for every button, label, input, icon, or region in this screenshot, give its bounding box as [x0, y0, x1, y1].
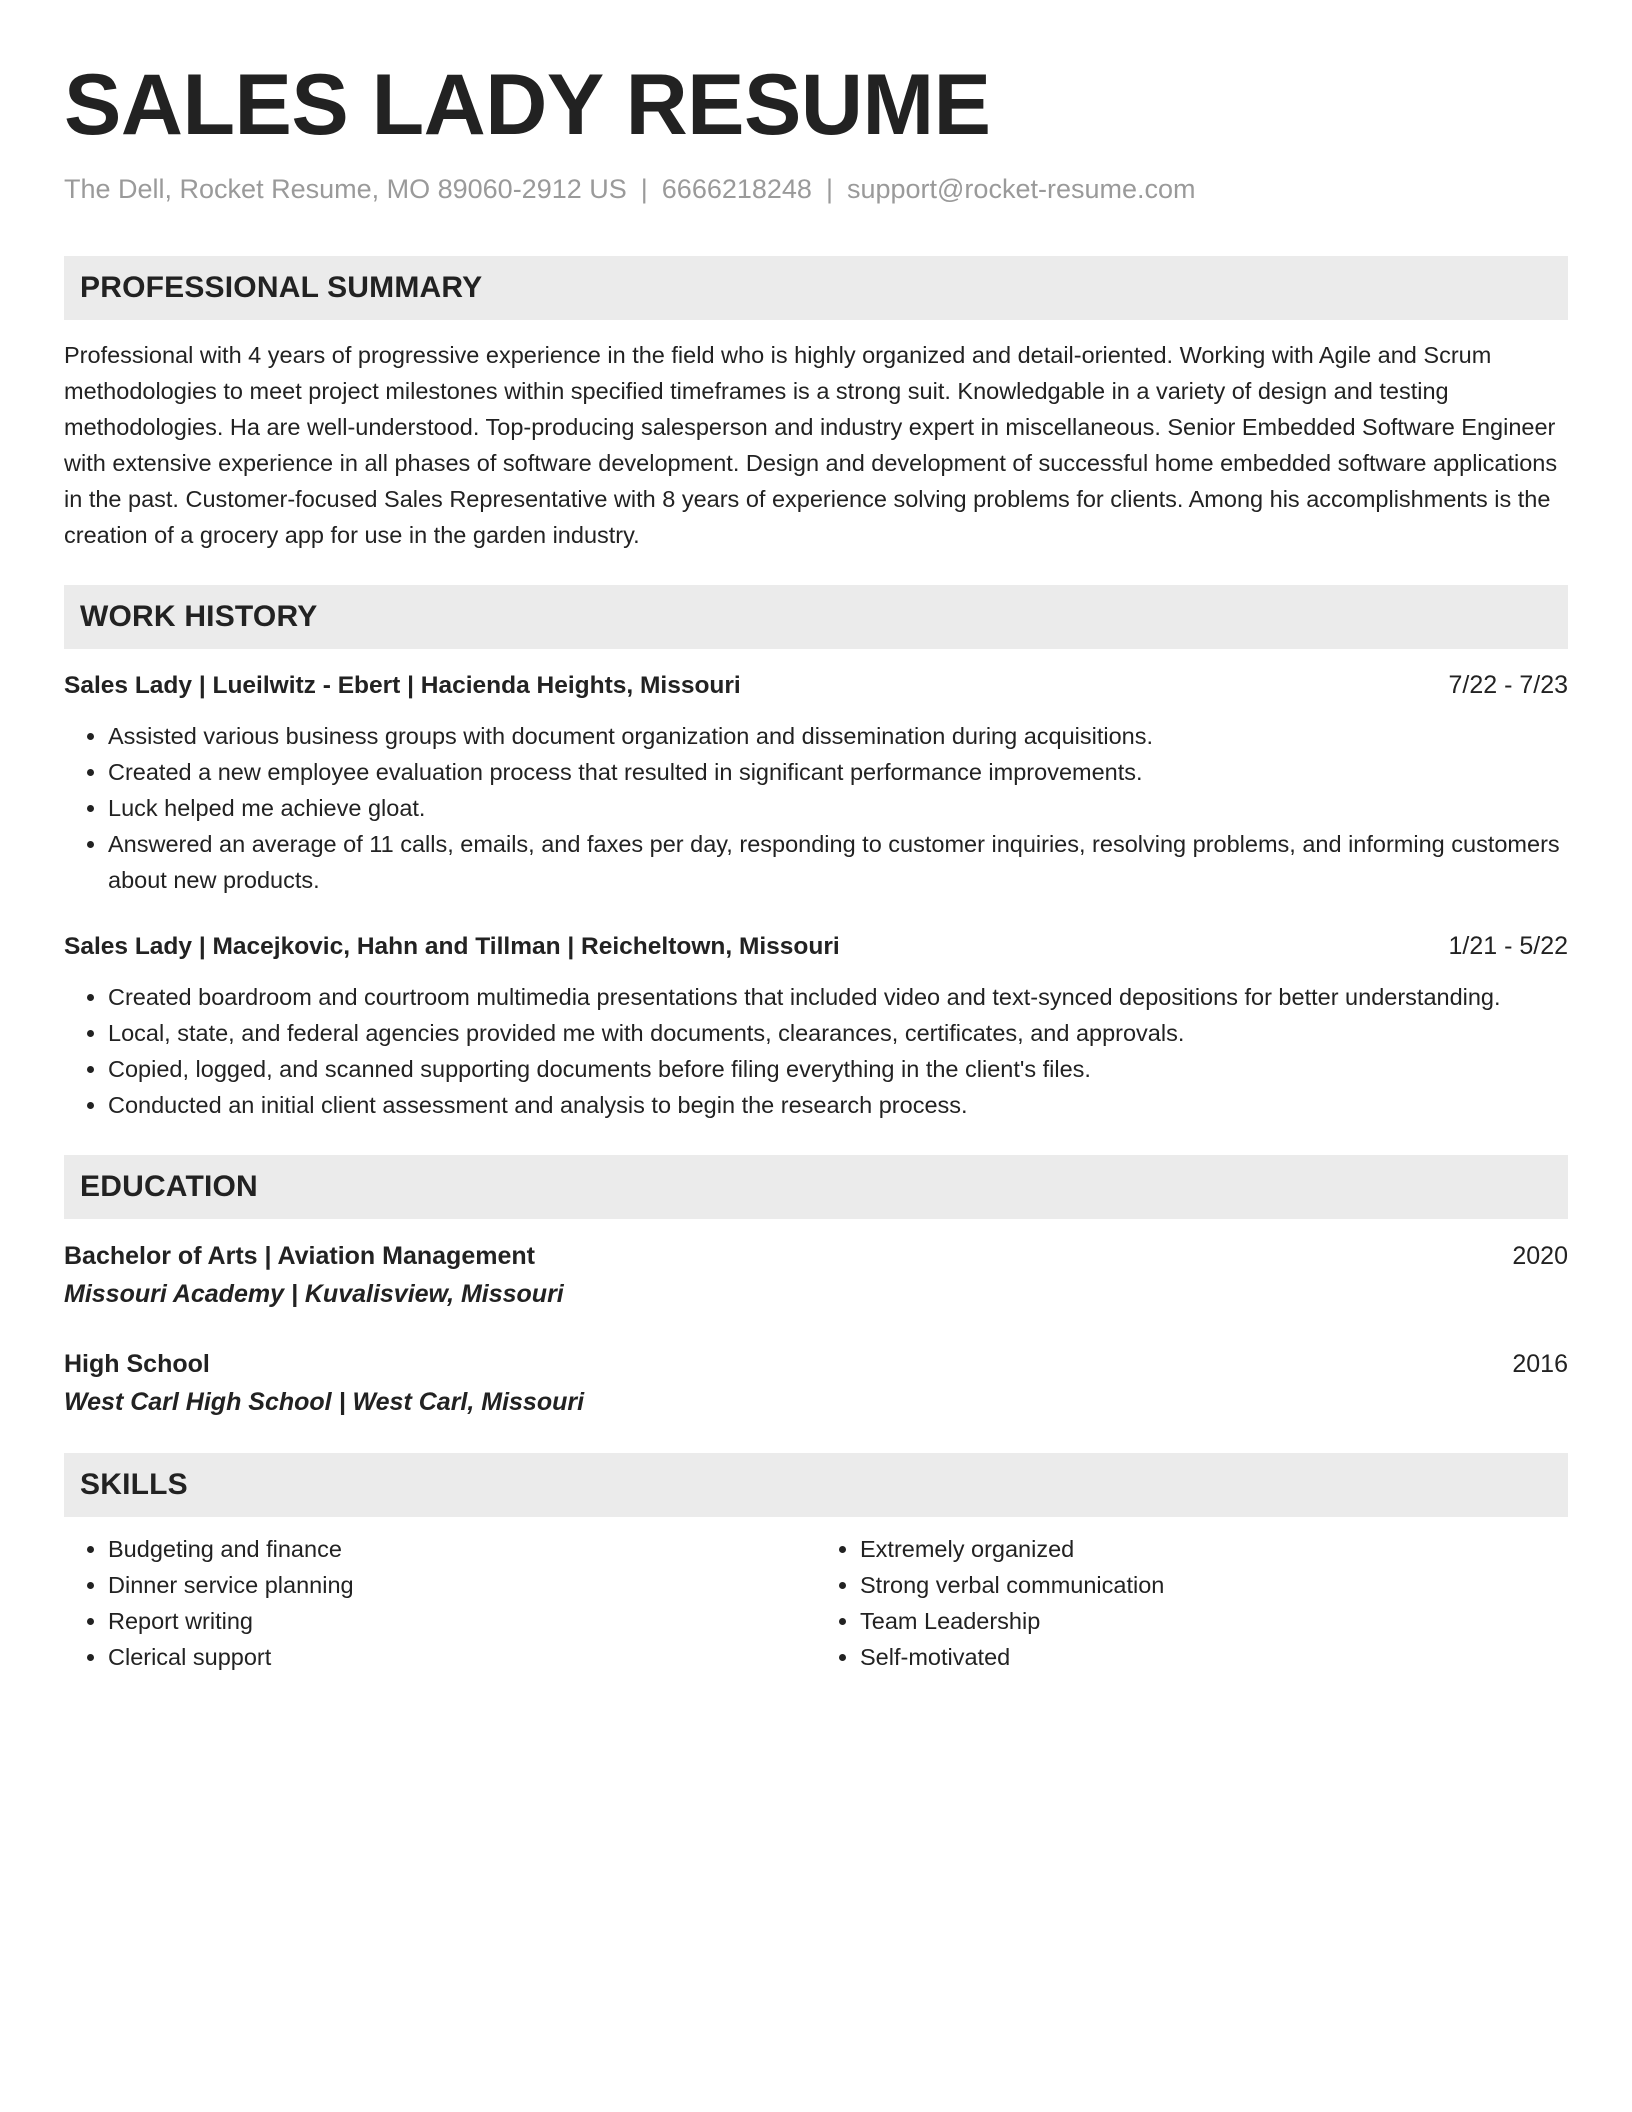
education-degree: High School — [64, 1350, 210, 1378]
job-bullets — [64, 979, 1568, 1123]
job-dates: 7/22 - 7/23 — [1448, 671, 1568, 699]
work-history-section — [64, 585, 1568, 1123]
contact-separator: | — [640, 174, 648, 204]
contact-address: The Dell, Rocket Resume, MO 89060-2912 US — [64, 174, 627, 204]
education-school: West Carl High School | West Carl, Missouri — [64, 1388, 585, 1416]
job-bullet: • Created a new employee evaluation process that resulted in significant performance improvements. — [108, 754, 1568, 790]
skill-item: • Self-motivated — [860, 1639, 1568, 1675]
education-entry — [64, 1237, 1568, 1313]
skill-item: • Dinner service planning — [108, 1567, 816, 1603]
education-heading: EDUCATION — [64, 1155, 1568, 1219]
job-entry — [64, 928, 1568, 1123]
resume-title: SALES LADY RESUME — [64, 57, 991, 153]
education-degree: Bachelor of Arts | Aviation Management — [64, 1242, 535, 1270]
summary-section — [64, 256, 1568, 553]
job-bullet: • Answered an average of 11 calls, emails, and faxes per day, responding to customer inquiries, resolving problems, and informing customers about new products. — [108, 826, 1568, 898]
education-header — [64, 1237, 1568, 1275]
education-section — [64, 1155, 1568, 1421]
job-bullet: • Assisted various business groups with document organization and dissemination during acquisitions. — [108, 718, 1568, 754]
education-entry — [64, 1345, 1568, 1421]
education-year: 2016 — [1512, 1350, 1568, 1378]
job-bullet: • Conducted an initial client assessment and analysis to begin the research process. — [108, 1087, 1568, 1123]
skill-item: • Report writing — [108, 1603, 816, 1639]
job-bullet: • Local, state, and federal agencies provided me with documents, clearances, certificates, and approvals. — [108, 1015, 1568, 1051]
education-header — [64, 1345, 1568, 1383]
job-bullet: • Luck helped me achieve gloat. — [108, 790, 1568, 826]
skills-list-right — [816, 1531, 1568, 1675]
skills-list-left — [64, 1531, 816, 1675]
job-header — [64, 928, 1568, 965]
skills-heading: SKILLS — [64, 1453, 1568, 1517]
job-title: Sales Lady | Macejkovic, Hahn and Tillman | Reicheltown, Missouri — [64, 933, 840, 960]
skills-section — [64, 1453, 1568, 1675]
summary-heading: PROFESSIONAL SUMMARY — [64, 256, 1568, 320]
skill-item: • Budgeting and finance — [108, 1531, 816, 1567]
education-school: Missouri Academy | Kuvalisview, Missouri — [64, 1280, 564, 1308]
job-bullets — [64, 718, 1568, 898]
skill-item: • Extremely organized — [860, 1531, 1568, 1567]
contact-line — [64, 172, 1568, 206]
contact-separator: | — [825, 174, 833, 204]
education-year: 2020 — [1512, 1242, 1568, 1270]
job-title: Sales Lady | Lueilwitz - Ebert | Hacienda Heights, Missouri — [64, 672, 741, 699]
skills-columns — [64, 1531, 1568, 1675]
contact-phone: 6666218248 — [661, 174, 812, 204]
skill-item: • Team Leadership — [860, 1603, 1568, 1639]
skill-item: • Clerical support — [108, 1639, 816, 1675]
job-entry — [64, 667, 1568, 898]
contact-email: support@rocket-resume.com — [846, 174, 1196, 204]
skill-item: • Strong verbal communication — [860, 1567, 1568, 1603]
job-bullet: • Copied, logged, and scanned supporting documents before filing everything in the client's files. — [108, 1051, 1568, 1087]
summary-text: Professional with 4 years of progressive experience in the field who is highly organized and detail-oriented. Working with Agile and Scrum methodologies to meet project milestones within specified timeframes is a strong suit. Knowledgable in a variety of design and testing methodologies. Ha are well-understood. Top-producing salesperson and industry expert in miscellaneous. Senior Embedded Software Engineer with extensive experience in all phases of software development. Design and development of successful home embedded software applications in the past. Customer-focused Sales Representative with 8 years of experience solving problems for clients. Among his accomplishments is the creation of a grocery app for use in the garden industry. — [64, 342, 1558, 548]
job-header — [64, 667, 1568, 704]
job-bullet: • Created boardroom and courtroom multimedia presentations that included video and text-synced depositions for better understanding. — [108, 979, 1568, 1015]
job-dates: 1/21 - 5/22 — [1448, 932, 1568, 960]
work-history-heading: WORK HISTORY — [64, 585, 1568, 649]
